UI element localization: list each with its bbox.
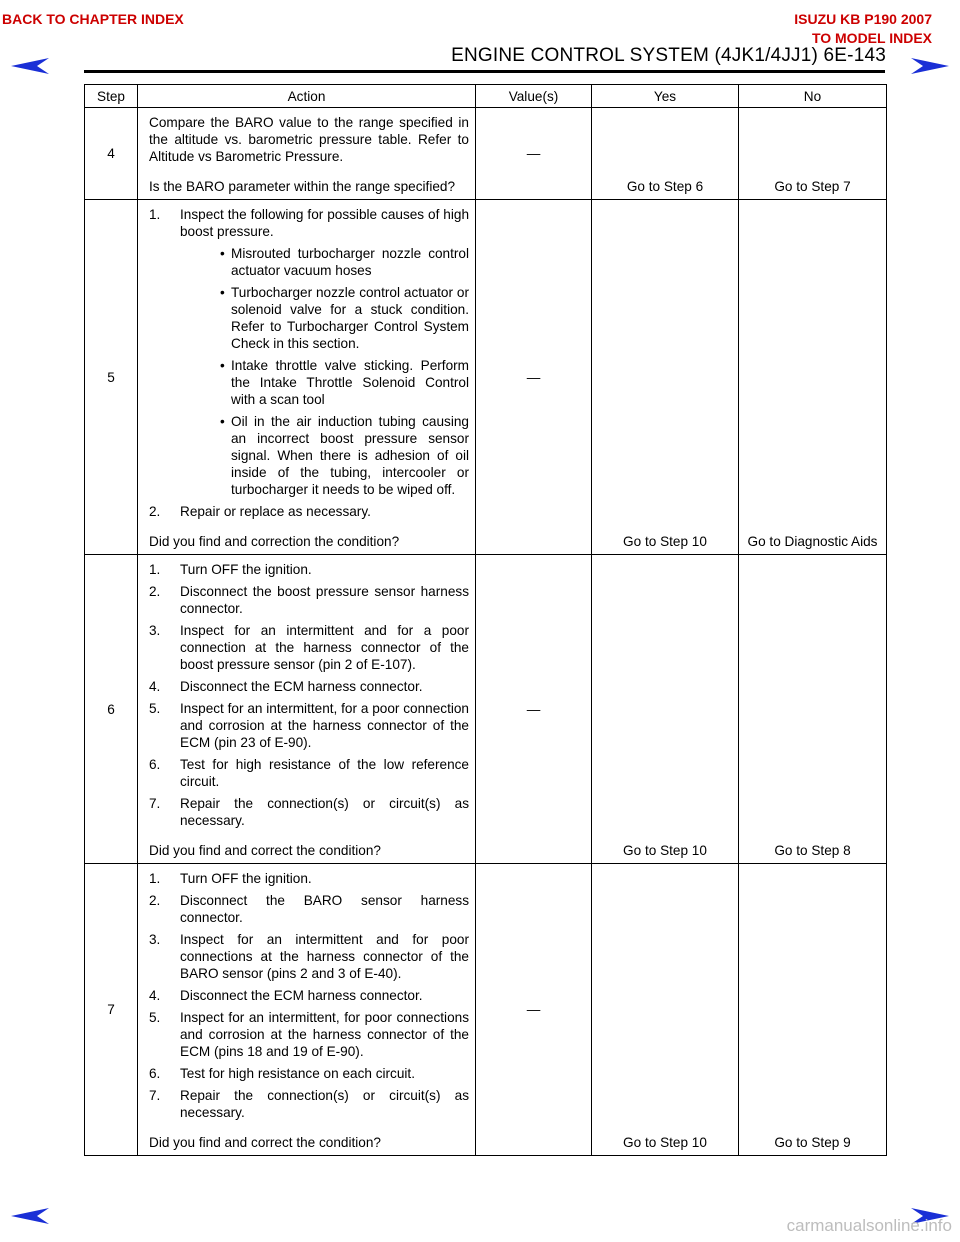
yes-result: Go to Step 10 bbox=[592, 200, 739, 555]
action-steps-list bbox=[149, 206, 469, 520]
step-number: 6 bbox=[85, 555, 138, 864]
action-steps-list bbox=[149, 561, 469, 829]
action-cell bbox=[138, 864, 476, 1156]
action-step-number: 2. bbox=[149, 584, 161, 599]
column-header-no: No bbox=[739, 85, 887, 108]
action-step-number: 1. bbox=[149, 871, 161, 886]
action-step-text: Repair the connection(s) or circuit(s) as necessary. bbox=[180, 796, 469, 828]
diagnostic-question: Did you find and correction the condition? bbox=[149, 534, 400, 549]
action-cell bbox=[138, 200, 476, 555]
cause-text: Turbocharger nozzle control actuator or solenoid valve for a stuck condition. Refer to Turbocharger Control System Check in this section. bbox=[231, 285, 469, 351]
action-step-number: 5. bbox=[149, 1010, 161, 1025]
diagnostic-question: Is the BARO parameter within the range specified? bbox=[149, 179, 456, 194]
action-step-number: 1. bbox=[149, 207, 161, 222]
yes-result: Go to Step 10 bbox=[592, 555, 739, 864]
action-step-text: Repair or replace as necessary. bbox=[180, 504, 371, 519]
cause-text: Intake throttle valve sticking. Perform the Intake Throttle Solenoid Control with a scan tool bbox=[231, 358, 469, 407]
action-step bbox=[149, 503, 469, 520]
value-cell: — bbox=[476, 108, 592, 200]
action-step-text: Disconnect the BARO sensor harness connector. bbox=[180, 893, 469, 925]
action-step bbox=[149, 756, 469, 790]
table-row bbox=[85, 200, 887, 555]
cause-text: Oil in the air induction tubing causing an incorrect boost pressure sensor signal. When there is adhesion of oil inside of the tubing, intercooler or turbocharger it needs to be wiped off. bbox=[231, 414, 469, 497]
action-step-number: 1. bbox=[149, 562, 161, 577]
cause-item bbox=[200, 245, 469, 279]
action-step bbox=[149, 892, 469, 926]
step-number: 4 bbox=[85, 108, 138, 200]
action-step-text: Inspect the following for possible causes of high boost pressure. bbox=[180, 207, 469, 239]
action-step-number: 6. bbox=[149, 757, 161, 772]
back-to-chapter-index-link[interactable]: BACK TO CHAPTER INDEX bbox=[2, 11, 184, 27]
value-cell: — bbox=[476, 864, 592, 1156]
table-row bbox=[85, 864, 887, 1156]
action-step-number: 5. bbox=[149, 701, 161, 716]
action-step bbox=[149, 931, 469, 982]
cause-text: Misrouted turbocharger nozzle control actuator vacuum hoses bbox=[231, 246, 469, 278]
bullet-icon: • bbox=[220, 246, 225, 261]
column-header-step: Step bbox=[85, 85, 138, 108]
value-cell: — bbox=[476, 555, 592, 864]
action-step bbox=[149, 678, 469, 695]
step-number: 5 bbox=[85, 200, 138, 555]
action-step-text: Disconnect the ECM harness connector. bbox=[180, 988, 423, 1003]
action-step bbox=[149, 1087, 469, 1121]
action-step-number: 7. bbox=[149, 796, 161, 811]
action-steps-list bbox=[149, 870, 469, 1121]
bullet-icon: • bbox=[220, 358, 225, 373]
action-step-number: 3. bbox=[149, 932, 161, 947]
action-step bbox=[149, 206, 469, 498]
action-step-text: Inspect for an intermittent, for a poor connection and corrosion at the harness connector of the ECM (pin 23 of E-90). bbox=[180, 701, 469, 750]
cause-item bbox=[200, 284, 469, 352]
model-title-link[interactable]: ISUZU KB P190 2007 bbox=[794, 11, 932, 27]
action-step bbox=[149, 561, 469, 578]
action-step-number: 2. bbox=[149, 504, 161, 519]
previous-page-arrow-icon[interactable] bbox=[9, 56, 51, 76]
diagnostic-question: Did you find and correct the condition? bbox=[149, 1135, 381, 1150]
column-header-values: Value(s) bbox=[476, 85, 592, 108]
table-row bbox=[85, 555, 887, 864]
action-step bbox=[149, 795, 469, 829]
value-cell: — bbox=[476, 200, 592, 555]
action-paragraph: Compare the BARO value to the range specified in the altitude vs. barometric pressure table. Refer to Altitude vs Barometric Pressure. bbox=[149, 115, 469, 164]
action-step bbox=[149, 987, 469, 1004]
action-step-text: Disconnect the ECM harness connector. bbox=[180, 679, 423, 694]
yes-result: Go to Step 10 bbox=[592, 864, 739, 1156]
diagnostic-table bbox=[84, 84, 887, 1156]
cause-item bbox=[200, 413, 469, 498]
no-result: Go to Step 8 bbox=[739, 555, 887, 864]
action-step bbox=[149, 870, 469, 887]
watermark: carmanualsonline.info bbox=[786, 1216, 952, 1235]
header-rule bbox=[84, 70, 885, 73]
previous-page-arrow-bottom-icon[interactable] bbox=[9, 1206, 51, 1226]
action-step-text: Disconnect the boost pressure sensor harness connector. bbox=[180, 584, 469, 616]
cause-list bbox=[180, 245, 469, 498]
action-step bbox=[149, 583, 469, 617]
action-step-text: Test for high resistance of the low reference circuit. bbox=[180, 757, 469, 789]
no-result: Go to Step 9 bbox=[739, 864, 887, 1156]
action-cell bbox=[138, 108, 476, 200]
action-step-number: 7. bbox=[149, 1088, 161, 1103]
action-step-text: Turn OFF the ignition. bbox=[180, 562, 312, 577]
action-step-text: Repair the connection(s) or circuit(s) as necessary. bbox=[180, 1088, 469, 1120]
action-step bbox=[149, 700, 469, 751]
action-step-text: Inspect for an intermittent, for poor connections and corrosion at the harness connector of the ECM (pins 18 and 19 of E-90). bbox=[180, 1010, 469, 1059]
action-step bbox=[149, 1009, 469, 1060]
next-page-arrow-icon[interactable] bbox=[909, 56, 951, 76]
table-header-row bbox=[85, 85, 887, 108]
bullet-icon: • bbox=[220, 285, 225, 300]
action-step-text: Test for high resistance on each circuit. bbox=[180, 1066, 415, 1081]
action-step-text: Inspect for an intermittent and for a poor connection at the harness connector of the boost pressure sensor (pin 2 of E-107). bbox=[180, 623, 469, 672]
no-result: Go to Diagnostic Aids bbox=[739, 200, 887, 555]
action-step-number: 2. bbox=[149, 893, 161, 908]
action-step-number: 4. bbox=[149, 988, 161, 1003]
page-header-title: ENGINE CONTROL SYSTEM (4JK1/4JJ1) 6E-143 bbox=[451, 45, 886, 66]
step-number: 7 bbox=[85, 864, 138, 1156]
action-step-number: 3. bbox=[149, 623, 161, 638]
action-step-text: Turn OFF the ignition. bbox=[180, 871, 312, 886]
action-step bbox=[149, 622, 469, 673]
no-result: Go to Step 7 bbox=[739, 108, 887, 200]
yes-result: Go to Step 6 bbox=[592, 108, 739, 200]
column-header-action: Action bbox=[138, 85, 476, 108]
diagnostic-question: Did you find and correct the condition? bbox=[149, 843, 381, 858]
action-step-number: 6. bbox=[149, 1066, 161, 1081]
model-index-link[interactable]: TO MODEL INDEX bbox=[811, 30, 932, 46]
action-cell bbox=[138, 555, 476, 864]
column-header-yes: Yes bbox=[592, 85, 739, 108]
action-step bbox=[149, 1065, 469, 1082]
action-step-text: Inspect for an intermittent and for poor connections at the harness connector of the BARO sensor (pins 2 and 3 of E-40). bbox=[180, 932, 469, 981]
bullet-icon: • bbox=[220, 414, 225, 429]
action-step-number: 4. bbox=[149, 679, 161, 694]
table-row bbox=[85, 108, 887, 200]
cause-item bbox=[200, 357, 469, 408]
